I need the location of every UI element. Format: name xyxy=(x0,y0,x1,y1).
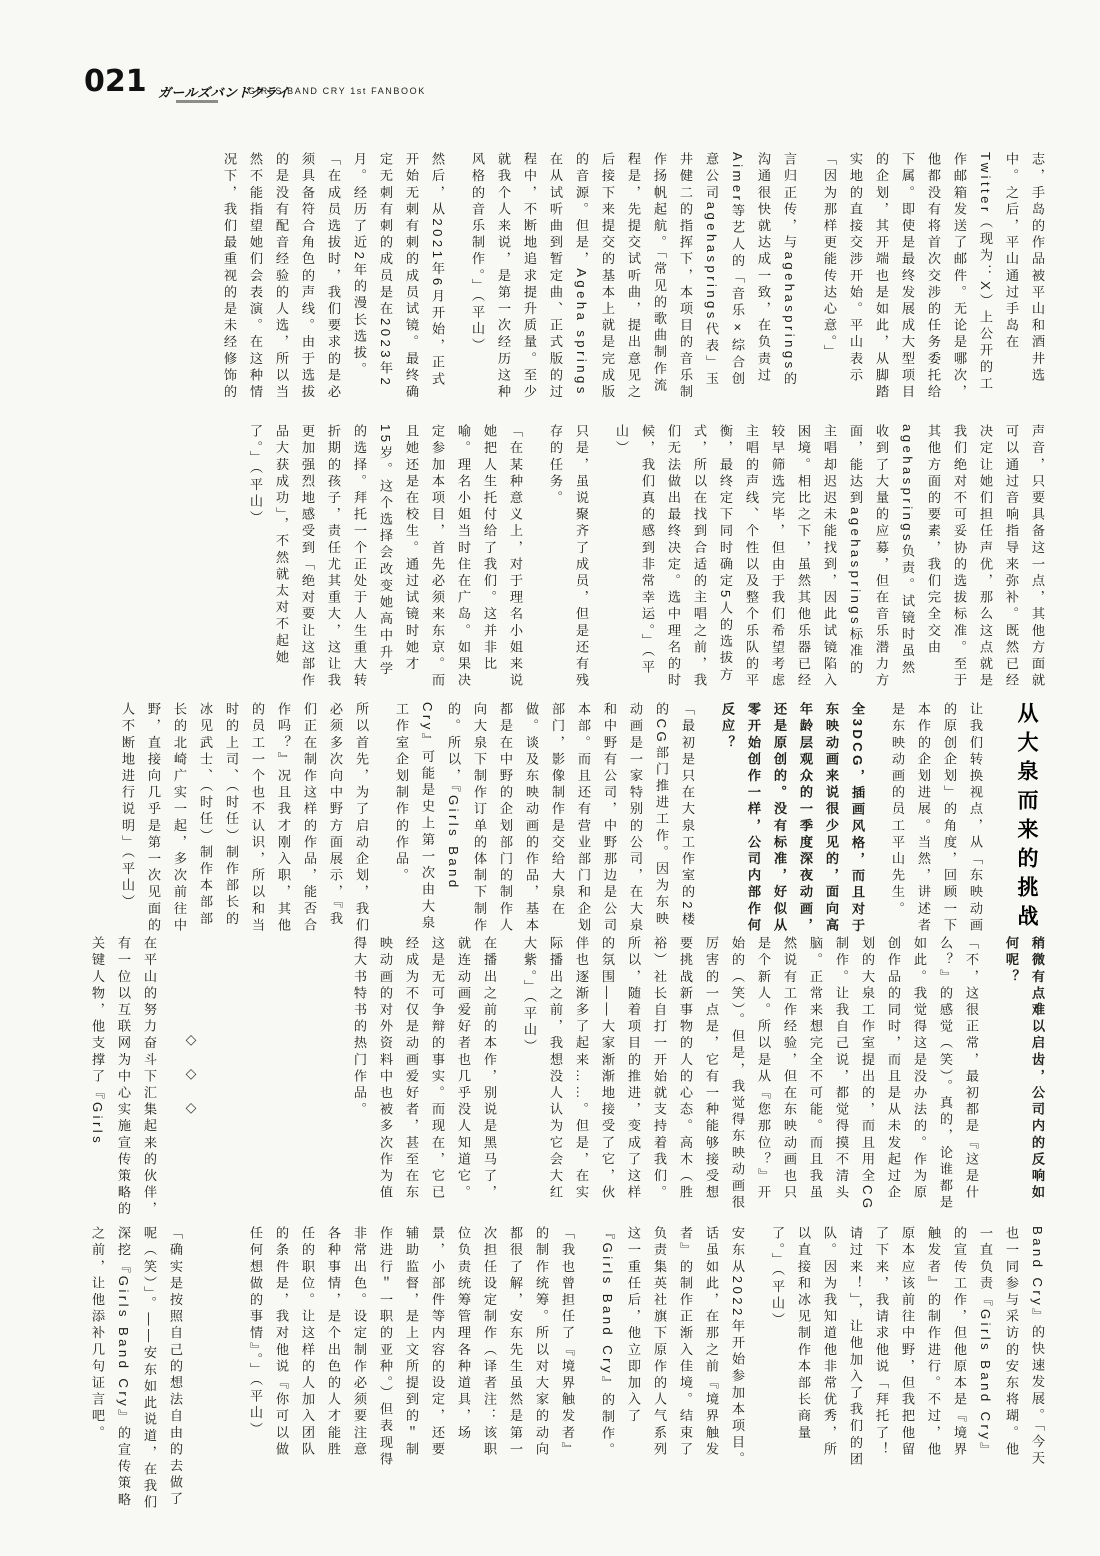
lead-paragraph xyxy=(84,936,162,1231)
article-band-1 xyxy=(216,152,1050,404)
section-divider: ◇◇◇ xyxy=(184,1032,200,1134)
article-band-3 xyxy=(114,702,1050,938)
paragraph: 「在某种意义上，对于理名小姐来说她把人生托付给了我们。这并非比喻。理名小姐当时住在广岛。如果决定参加本项目，首先必须来东京。而且她还是在校生。通过试镜时她才15岁。这个选择会改变她高中升学的选择。拜托一个正处于人生重大转折期的孩子，责任尤其重大，这让我更加强烈地感受到「绝对要让这部作品大获成功」，不然就太对不起她了。」（平山） xyxy=(248,424,523,690)
paragraph: 「不，这很正常，最初都是『这是什么？』的感觉（笑）。真的，论谁都是如此。我觉得这是没办法的。作为原创作品的同时，而且是从未发起过企划的大泉工作室提出的，而且用全CG制作。让我自己说，都觉得摸不清头脑。正常来想完全不可能。而且我虽然说有工作经验，但在东映动画也只是个新人。所以是从『您那位？』开始的（笑）。但是，我觉得东映动画很厉害的一点是，它有一种能够接受想要挑战新事物的人的心态。高木（胜裕）社长自打一开始就支持着我们。所以，随着项目的推进，变成了这样的氛围——大家渐渐地接受了它，伙伴也逐渐多了起来……。但是，在实际播出之前，我想没人认为它会大红大紫。」（平山） xyxy=(522,936,979,1212)
article-band-5 xyxy=(242,1226,1050,1473)
article-band-2 xyxy=(242,424,1050,690)
page-number: 021 xyxy=(84,64,147,99)
paragraph: 在播出之前的本作，别说是黑马了，就连动画爱好者也几乎没人知道它。这是无可争辩的事实。而现在，它已经成为不仅是动画爱好者，甚至在东映动画的对外资料中也被多次作为值得大书特书的热门作品。 xyxy=(352,936,497,1202)
lead-paragraph-text: 在平山的努力奋斗下汇集起来的伙伴，有一位以互联网为中心实施宣传策略的关键人物，他支撑了『Girls xyxy=(90,936,157,1219)
fanbook-edition-label: GIRLS BAND CRY 1st FANBOOK xyxy=(248,86,426,96)
article-band-4 xyxy=(346,936,1050,1214)
paragraph: 志，手岛的作品被平山和酒井选中。之后，平山通过手岛在Twitter（现为：X）上公开的工作邮箱发送了邮件。无论是哪次，他都没有将首次交涉的任务委托给下属。即使是最终发展成大型项目的企划，其开端也是如此，从脚踏实地的直接交涉开始。平山表示「因为那样更能传达心意。」 xyxy=(822,152,1045,401)
paragraph: 「我也曾担任了『境界触发者』的制作统筹。所以对大家的动向都很了解，安东先生虽然是第一次担任设定制作（译者注：该职位负责统筹管理各种道具，场景，小部件等内容的设定，还要辅助监督，是上文所提到的＂制作进行＂一职的亚种。）但表现得非常出色。设定制作必须要注意各种事情，是个出色的人才能胜任的职位。让这样的人加入团队的条件是，我对他说『你可以做任何想做的事情』。」（平山） xyxy=(248,1226,575,1469)
paragraph: 所以首先，为了启动企划，我们必须多次向中野方面展示，『我们正在制作这样的作品，能否合作吗？』况且我才刚入职，其他的员工一个也不认识，所以和当时的上司、（时任）制作部长的冰见武士、（时任）制作本部部长的北崎广实一起，多次前往中野，直接向几乎是第一次见面的人不断地进行说明」（平山） xyxy=(120,702,369,935)
paragraph: Band Cry』的快速发展。「今天也一同参与采访的安东将瑚。他一直负责『Girls Band Cry』的宣传工作，但他原本是『境界触发者』的制作进行。不过，他原本应该前往中野，但我把他留了下来，我请求他说「拜托了！请过来！」，让他加入了我们的团队。因为我知道他非常优秀，所以直接和冰见制作本部长商量了。」（平山） xyxy=(770,1226,1045,1469)
paragraph: 言归正传，与agehasprings的沟通很快就达成一致，在负责过Aimer等艺人的「音乐×综合创意公司agehasprings代表」玉井健二的指挥下，本项目的音乐制作扬帆起航。「常见的歌曲制作流程是，先提交试听曲，提出意见之后接下来提交的基本上就是完成版的音源。但是，Ageha springs在从试听曲到暂定曲、正式版的过程中，不断地追求提升质量。至少就我个人来说，是第一次经历这种风格的音乐制作。」（平山） xyxy=(470,152,797,401)
paragraph: 安东从2022年开始参加本项目。话虽如此，在那之前『境界触发者』的制作正渐入佳境。结束了负责集英社旗下原作的人气系列这一重任后，他立即加入了『Girls Band Cry』的制作。 xyxy=(600,1226,745,1469)
brand-logo-underline xyxy=(176,100,218,103)
paragraph: 「最初是只在大泉工作室的2楼的CG部门推进工作。因为东映动画是一家特别的公司，在大泉和中野有公司，中野那边是公司本部。而且还有营业部门和企划部门，影像制作是交给大泉在做。谈及东映动画的作品，基本都是在中野的企划部门的制作人向大泉下制作订单的体制下制作的。所以，『Girls Band Cry』可能是史上第一次由大泉工作室企划制作的作品。 xyxy=(394,702,695,935)
paragraph: 只是，虽说聚齐了成员，但是还有残存的任务。 xyxy=(548,424,589,690)
lead-paragraph-text: 「确实是按照自己的想法自由的去做了呢（笑）」。——安东如此说道，在我们深挖『Girls Band Cry』的宣传策略之前，让他添补几句证言吧。 xyxy=(90,1226,183,1512)
question-paragraph: 稍微有点难以启齿，公司内的反响如何呢？ xyxy=(1004,936,1045,1202)
question-paragraph: 全3DCG，插画风格，而且对于东映动画来说很少见的，面向高年龄层观众的一季度深夜动画，还是原创的。没有标准，好似从零开始创作一样，公司内部作何反应？ xyxy=(720,702,865,935)
section-heading: 从大泉而来的挑战 xyxy=(1015,702,1038,934)
paragraph: 声音，只要具备这一点，其他方面就可以通过音响指导来弥补。既然已经决定让她们担任声优，那么这点就是我们绝对不可妥协的选拔标准。至于其他方面的要素，我们完全交由agehasprings负责。试镜时虽然收到了大量的应募，但在音乐潜力方面，能达到agehasprings标准的主唱却迟迟未能找到，因此试镜陷入困境。相比之下，虽然其他乐器已经较早筛选完毕，但由于我们希望考虑主唱的声线、个性以及整个乐队的平衡，最终定下同时确定5人的选拔方式，所以在找到合适的主唱之前，我们无法做出最终决定。选中理名的时候，我们真的感到非常幸运。」（平山） xyxy=(614,424,1045,690)
brand-logo: ガールズバンドクライ xyxy=(158,85,290,100)
lead-paragraph xyxy=(84,1226,188,1518)
paragraph: 然后，从2021年6月开始，正式开始无刺有刺的成员试镜。最终确定无刺有刺的成员是在2023年2月。经历了近2年的漫长选拔。「在成员选拔时，我们要求的是必须具备符合角色的声线。由于选拔的是没有配音经验的人选，所以当然不能指望她们会表演。在这种情况下，我们最重视的是未经修饰的 xyxy=(222,152,445,401)
paragraph: 让我们转换视点，从「东映动画的原创企划」的角度，回顾一下本作的企划进展。当然，讲述者是东映动画的员工平山先生。 xyxy=(890,702,983,935)
